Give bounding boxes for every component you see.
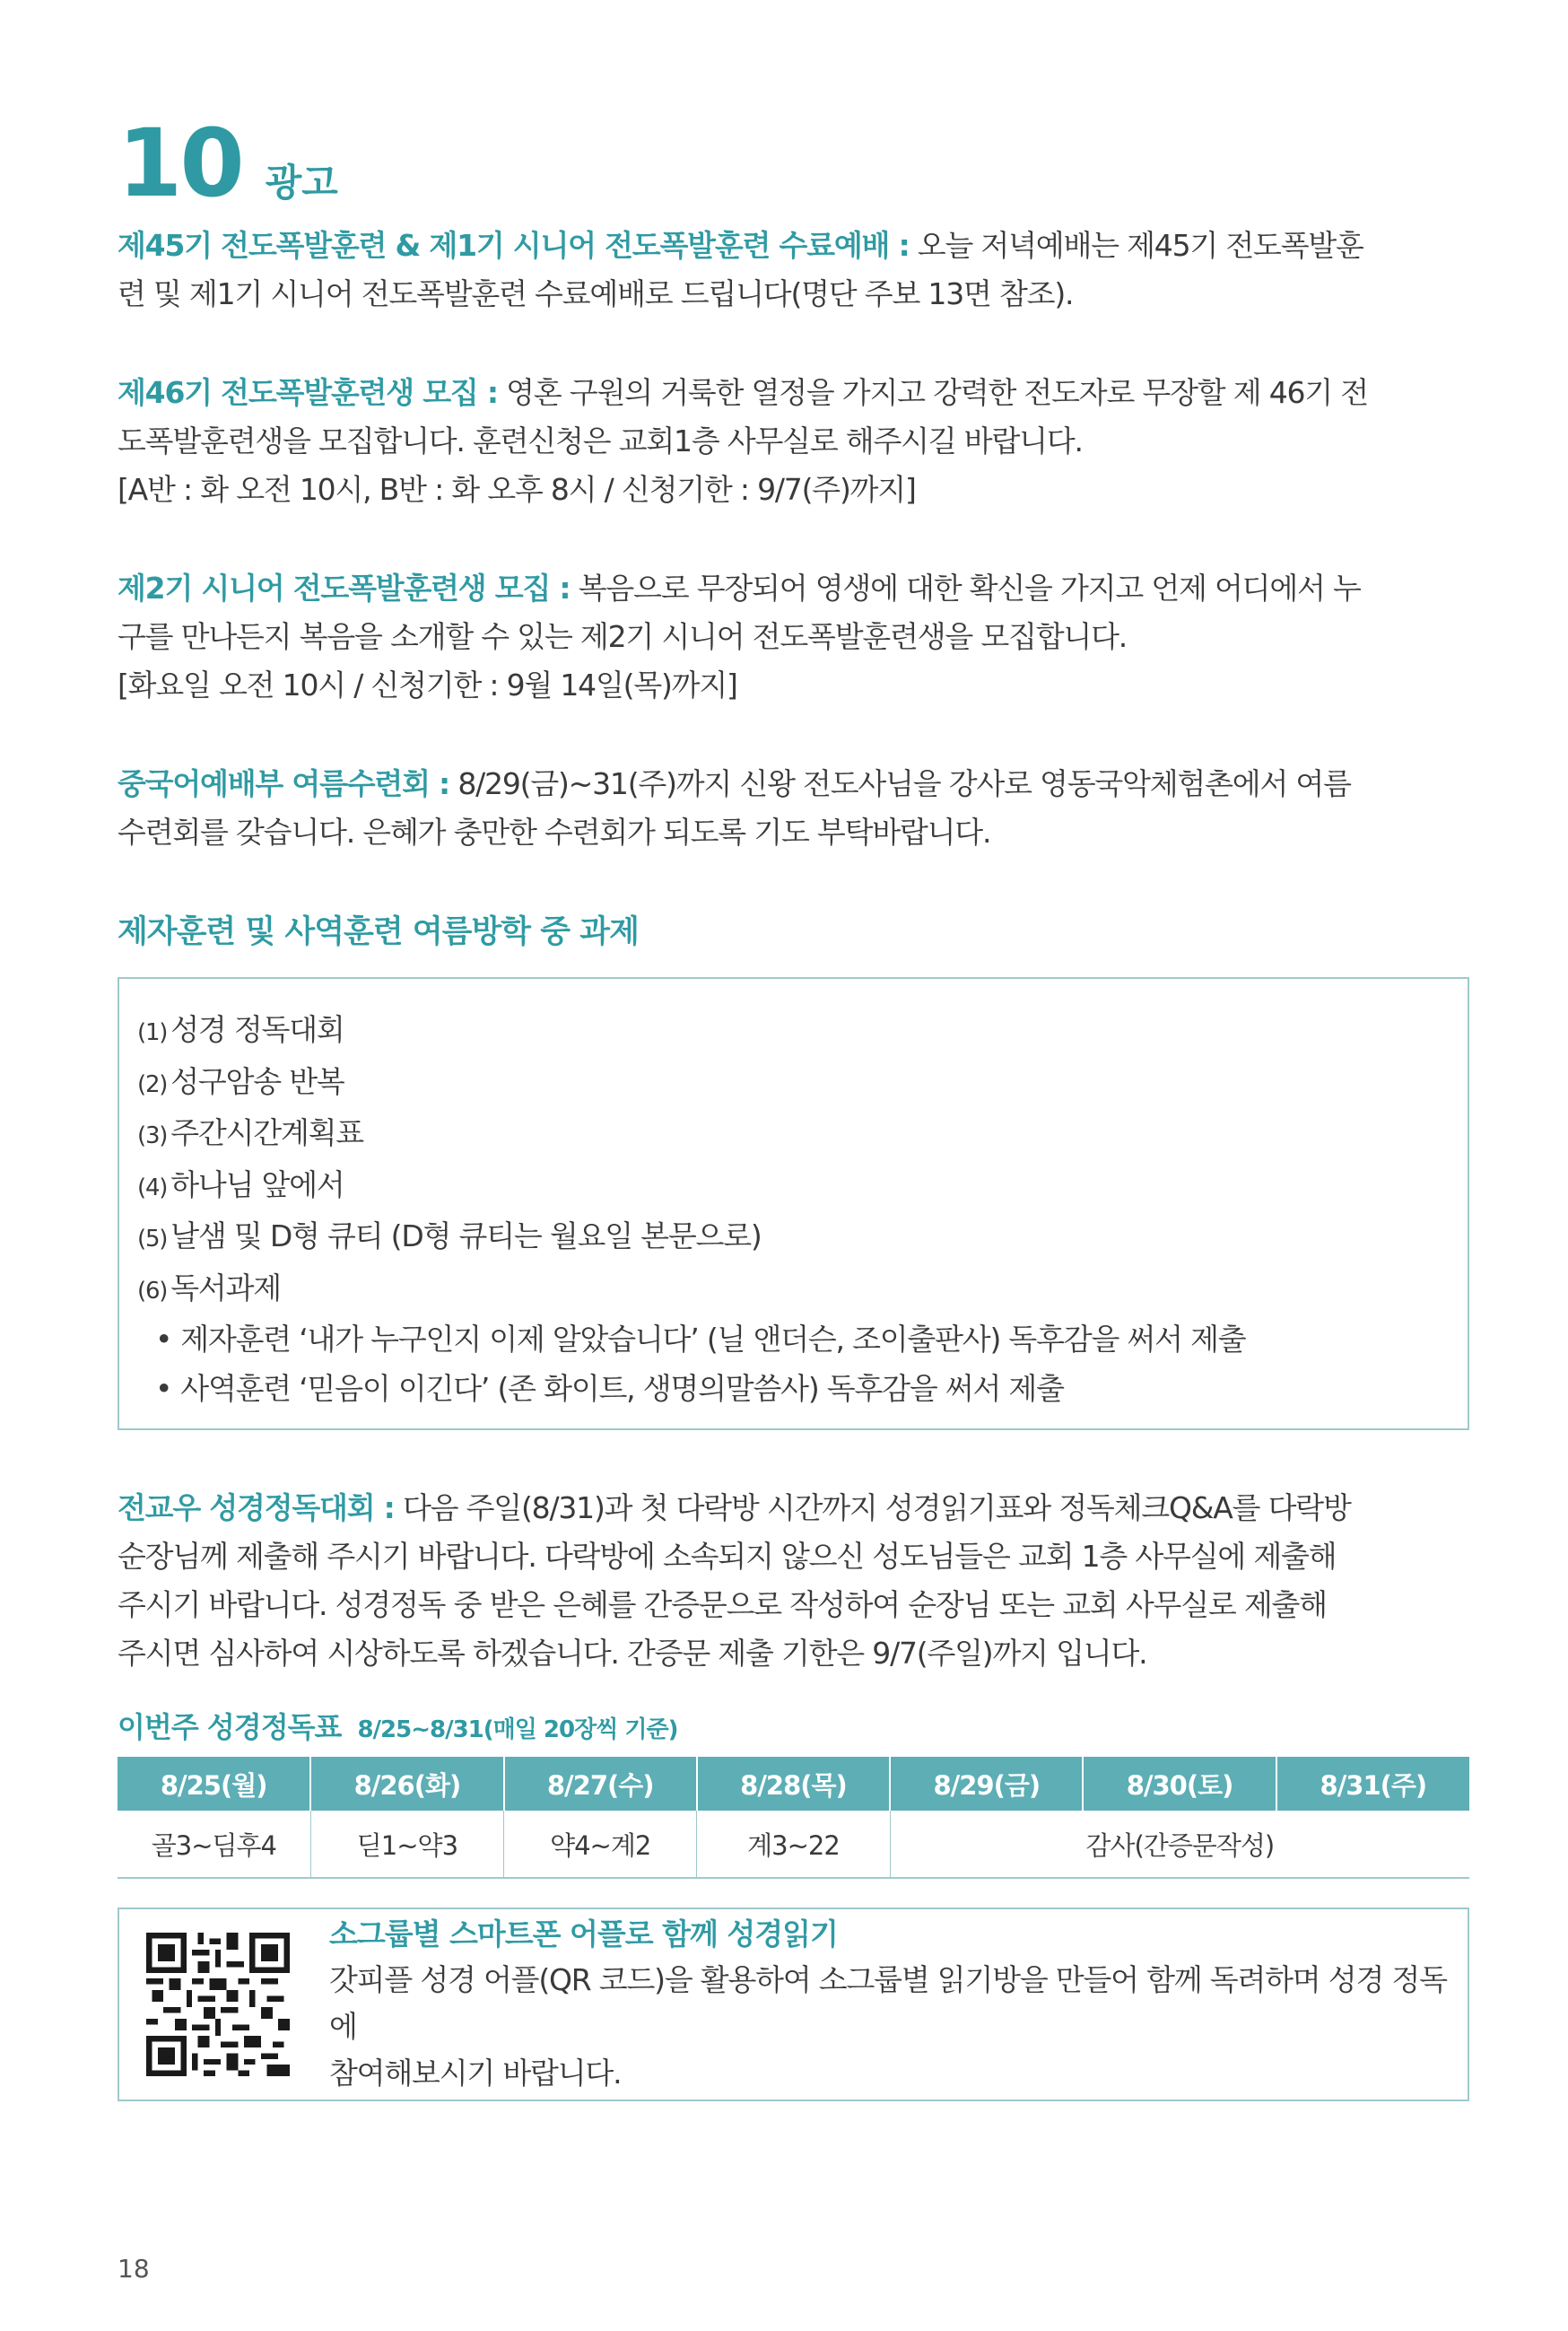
day-header: 8/25(월) <box>118 1757 310 1811</box>
bullet-item: • 제자훈련 ‘내가 누구인지 이제 알았습니다’ (닐 앤더슨, 조이출판사) 독후감을 써서 제출 <box>155 1322 1246 1357</box>
schedule-title: 이번주 성경정독표 8/25~8/31(매일 20장씩 기준) <box>118 1710 678 1744</box>
table-row <box>118 1811 1469 1878</box>
day-header: 8/31(주) <box>1276 1757 1469 1811</box>
section-number: 10 <box>118 109 242 218</box>
day-header: 8/26(화) <box>310 1757 503 1811</box>
list-item: (2) 성구암송 반복 <box>137 1063 344 1099</box>
bullet-icon: • <box>155 1370 172 1406</box>
day-header: 8/27(수) <box>504 1757 697 1811</box>
notice-chinese-retreat: 중국어예배부 여름수련회 : 8/29(금)~31(주)까지 신왕 전도사님을 강사로 영동국악체험촌에서 여름 수련회를 갖습니다. 은혜가 충만한 수련회가 되도록 기도 부탁바랍니다. <box>118 766 1351 850</box>
notice-label: 전교우 성경정독대회 : <box>118 1490 395 1525</box>
table-header-row <box>118 1757 1469 1811</box>
section-header <box>118 109 1469 218</box>
notice-ee-recruit: 제46기 전도폭발훈련생 모집 : 영혼 구원의 거룩한 열정을 가지고 강력한 전도자로 무장할 제 46기 전 도폭발훈련생을 모집합니다. 훈련신청은 교회1층 사무실로 해주시길 바랍니다. [A반 : 화 오전 10시, B반 : 화 오후 8시 / 신청기한 : 9/7(주)까지] <box>118 375 1368 507</box>
reading-cell: 딛1~약3 <box>310 1811 503 1878</box>
notice-bible-contest: 전교우 성경정독대회 : 다음 주일(8/31)과 첫 다락방 시간까지 성경읽기표와 정독체크Q&A를 다락방 순장님께 제출해 주시기 바랍니다. 다락방에 소속되지 않으신 성도님들은 교회 1층 사무실에 제출해 주시기 바랍니다. 성경정독 중 받은 은혜를 간증문으로 작성하여 순장님 또는 교회 사무실로 제출해 주시면 심사하여 시상하도록 하겠습니다. 간증문 제출 기한은 9/7(주일)까지 입니다. <box>118 1490 1351 1671</box>
schedule-range: 8/25~8/31(매일 20장씩 기준) <box>357 1716 678 1743</box>
reading-schedule-table <box>118 1757 1469 1879</box>
notice-label: 제46기 전도폭발훈련생 모집 : <box>118 375 498 410</box>
list-item: (3) 주간시간계획표 <box>137 1115 363 1150</box>
qr-description: 갓피플 성경 어플(QR 코드)을 활용하여 소그룹별 읽기방을 만들어 함께 독려하며 성경 정독에 참여해보시기 바랍니다. <box>329 1962 1447 2091</box>
assignments-heading: 제자훈련 및 사역훈련 여름방학 중 과제 <box>118 914 639 950</box>
section-title: 광고 <box>265 161 338 205</box>
list-item: (5) 날샘 및 D형 큐티 (D형 큐티는 월요일 본문으로) <box>137 1218 762 1253</box>
reading-cell-merged: 감사(간증문작성) <box>890 1811 1469 1878</box>
list-item: (4) 하나님 앞에서 <box>137 1166 344 1202</box>
reading-cell: 계3~22 <box>697 1811 890 1878</box>
list-item: (1) 성경 정독대회 <box>137 1012 344 1047</box>
day-header: 8/30(토) <box>1083 1757 1276 1811</box>
list-item: (6) 독서과제 <box>137 1270 281 1305</box>
notice-label: 제45기 전도폭발훈련 & 제1기 시니어 전도폭발훈련 수료예배 : <box>118 228 910 263</box>
qr-code-icon[interactable] <box>146 1933 290 2076</box>
notice-graduation: 제45기 전도폭발훈련 & 제1기 시니어 전도폭발훈련 수료예배 : 오늘 저녁예배는 제45기 전도폭발훈 련 및 제1기 시니어 전도폭발훈련 수료예배로 드립니다(명단 주보 13면 참조). <box>118 228 1363 311</box>
qr-section <box>118 1908 1469 2101</box>
notice-senior-recruit: 제2기 시니어 전도폭발훈련생 모집 : 복음으로 무장되어 영생에 대한 확신을 가지고 언제 어디에서 누 구를 만나든지 복음을 소개할 수 있는 제2기 시니어 전도폭발훈련생을 모집합니다. [화요일 오전 10시 / 신청기한 : 9월 14일(목)까지] <box>118 571 1361 703</box>
qr-title: 소그룹별 스마트폰 어플로 함께 성경읽기 <box>329 1916 838 1951</box>
day-header: 8/28(목) <box>697 1757 890 1811</box>
notice-label: 제2기 시니어 전도폭발훈련생 모집 : <box>118 571 571 606</box>
reading-cell: 골3~딤후4 <box>118 1811 310 1878</box>
qr-text <box>329 1912 1468 2097</box>
reading-cell: 약4~계2 <box>504 1811 697 1878</box>
notice-label: 중국어예배부 여름수련회 : <box>118 766 450 801</box>
bullet-icon: • <box>155 1322 172 1357</box>
page-content <box>118 109 1469 2101</box>
assignments-box <box>118 977 1469 1430</box>
bullet-item: • 사역훈련 ‘믿음이 이긴다’ (존 화이트, 생명의말씀사) 독후감을 써서 제출 <box>155 1370 1064 1406</box>
page-number: 18 <box>118 2254 150 2283</box>
day-header: 8/29(금) <box>890 1757 1083 1811</box>
